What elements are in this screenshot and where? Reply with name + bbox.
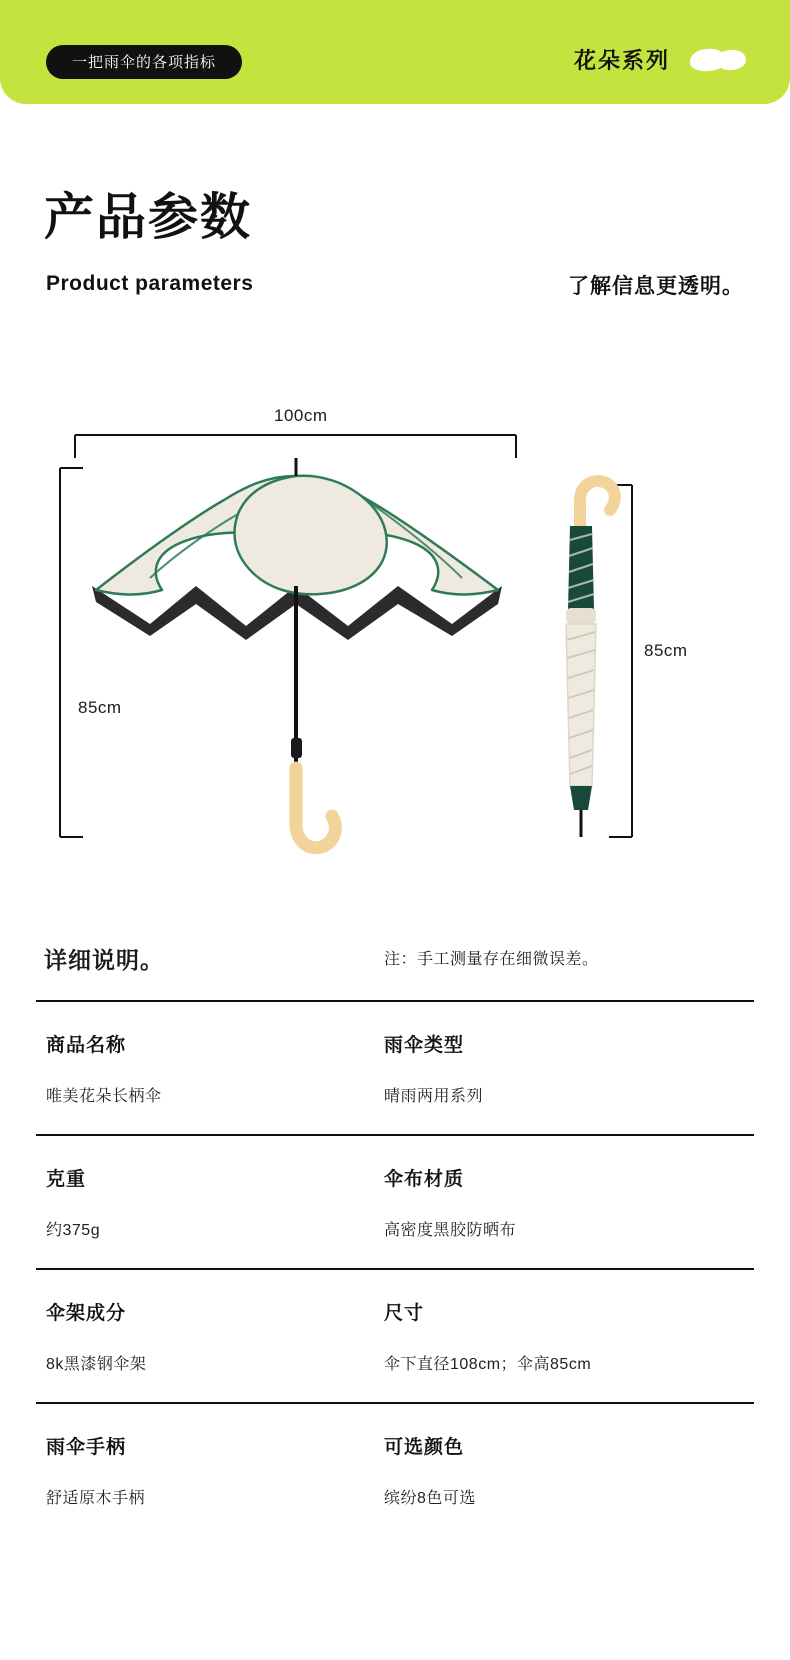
spec-cell-weight <box>46 1164 376 1240</box>
left-height-measure-bracket <box>60 468 83 837</box>
spec-cell-size <box>384 1298 714 1374</box>
spec-key: 商品名称 <box>46 1035 127 1056</box>
spec-value: 缤纷8色可选 <box>384 1490 476 1507</box>
page-title-note: 了解信息更透明。 <box>568 275 744 298</box>
right-height-measure-bracket <box>609 485 632 837</box>
left-height-dimension-label: 85cm <box>78 698 122 717</box>
width-dimension-label: 100cm <box>274 406 328 425</box>
spec-value: 高密度黑胶防晒布 <box>384 1222 517 1239</box>
spec-cell-product-name <box>46 1030 376 1106</box>
page-subtitle: Product parameters <box>46 272 254 295</box>
spec-cell-handle <box>46 1432 376 1508</box>
table-row <box>36 1000 754 1134</box>
spec-key: 克重 <box>46 1169 87 1190</box>
spec-key: 雨伞手柄 <box>46 1437 127 1458</box>
product-dimension-diagram <box>0 390 790 890</box>
spec-key: 伞布材质 <box>384 1169 465 1190</box>
top-banner <box>0 0 790 104</box>
open-umbrella-illustration <box>92 458 502 848</box>
spec-cell-frame <box>46 1298 376 1374</box>
table-row <box>36 1268 754 1402</box>
details-heading: 详细说明。 <box>44 947 164 973</box>
spec-key: 伞架成分 <box>46 1303 127 1324</box>
spec-value: 晴雨两用系列 <box>384 1088 484 1105</box>
spec-value: 伞下直径108cm；伞高85cm <box>384 1356 592 1373</box>
spec-key: 可选颜色 <box>384 1437 465 1458</box>
page-title: 产品参数 <box>44 189 252 245</box>
spec-cell-colors <box>384 1432 714 1508</box>
diagram-canvas <box>0 390 790 890</box>
spec-value: 约375g <box>46 1222 101 1239</box>
banner-pill <box>46 45 242 79</box>
spec-cell-umbrella-type <box>384 1030 714 1106</box>
spec-value: 舒适原木手柄 <box>46 1490 146 1507</box>
spec-key: 雨伞类型 <box>384 1035 465 1056</box>
width-measure-bracket <box>75 435 516 458</box>
spec-value: 唯美花朵长柄伞 <box>46 1088 162 1105</box>
spec-table <box>36 1000 754 1536</box>
spec-value: 8k黑漆钢伞架 <box>46 1356 147 1373</box>
closed-umbrella-illustration <box>566 481 615 837</box>
banner-series-label: 花朵系列 <box>573 48 670 73</box>
table-row <box>36 1402 754 1536</box>
spec-cell-fabric <box>384 1164 714 1240</box>
right-height-dimension-label: 85cm <box>644 641 688 660</box>
banner-pill-label: 一把雨伞的各项指标 <box>72 53 217 71</box>
spec-key: 尺寸 <box>384 1303 425 1324</box>
table-row <box>36 1134 754 1268</box>
petal-mark-icon <box>686 46 748 74</box>
details-note: 注：手工测量存在细微误差。 <box>384 951 599 968</box>
